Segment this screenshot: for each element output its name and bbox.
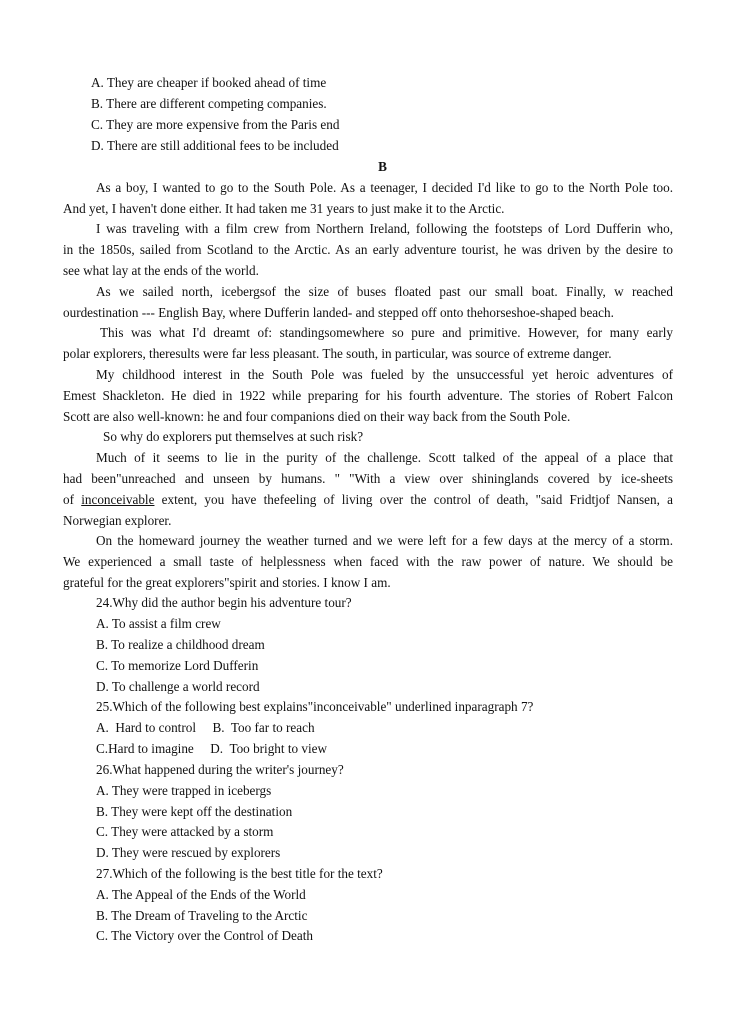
question-26-option-b: B. They were kept off the destination bbox=[96, 804, 293, 819]
passage-line: Emest Shackleton. He died in 1922 while preparing for his fourth adventure. The stories of Robert Falcon bbox=[63, 388, 673, 403]
passage-line: As we sailed north, icebergsof the size of buses floated past our small boat. Finally, w reached bbox=[96, 284, 673, 299]
passage-line: Norwegian explorer. bbox=[63, 513, 172, 528]
question-25-options-cd: C.Hard to imagine D. Too bright to view bbox=[96, 741, 328, 756]
question-25: 25.Which of the following best explains"inconceivable" underlined inparagraph 7? bbox=[96, 699, 534, 714]
prev-option-c: C. They are more expensive from the Paris end bbox=[91, 117, 340, 132]
question-27-option-c: C. The Victory over the Control of Death bbox=[96, 928, 314, 943]
question-24-option-b: B. To realize a childhood dream bbox=[96, 637, 265, 652]
question-26: 26.What happened during the writer's journey? bbox=[96, 762, 344, 777]
prev-option-b: B. There are different competing companies. bbox=[91, 96, 327, 111]
passage-line: had been"unreached and unseen by humans. " "With a view over shininglands covered by ice-sheets bbox=[63, 471, 673, 486]
passage-line: So why do explorers put themselves at such risk? bbox=[103, 429, 364, 444]
passage-line: Much of it seems to lie in the purity of the challenge. Scott talked of the appeal of a place that bbox=[96, 450, 673, 465]
prev-option-a: A. They are cheaper if booked ahead of time bbox=[91, 75, 327, 90]
passage-line: I was traveling with a film crew from Northern Ireland, following the footsteps of Lord Dufferin who, bbox=[96, 221, 673, 236]
passage-line: ourdestination --- English Bay, where Dufferin landed- and stepped off onto thehorseshoe-shaped beach. bbox=[63, 305, 614, 320]
passage-text: of bbox=[63, 492, 82, 507]
question-27-option-b: B. The Dream of Traveling to the Arctic bbox=[96, 908, 308, 923]
passage-line: This was what I'd dreamt of: standingsomewhere so pure and primitive. However, for many early bbox=[100, 325, 673, 340]
passage-line bbox=[63, 491, 673, 509]
passage-line: grateful for the great explorers"spirit and stories. I know I am. bbox=[63, 575, 391, 590]
passage-line: We experienced a small taste of helplessness when faced with the raw power of nature. We should be bbox=[63, 554, 673, 569]
question-27: 27.Which of the following is the best title for the text? bbox=[96, 866, 383, 881]
passage-line: Scott are also well-known: he and four companions died on their way back from the South Pole. bbox=[63, 409, 571, 424]
question-27-option-a: A. The Appeal of the Ends of the World bbox=[96, 887, 306, 902]
passage-line: My childhood interest in the South Pole was fueled by the unsuccessful yet heroic adventures of bbox=[96, 367, 673, 382]
question-24-option-d: D. To challenge a world record bbox=[96, 679, 260, 694]
question-26-option-c: C. They were attacked by a storm bbox=[96, 824, 274, 839]
question-24-option-c: C. To memorize Lord Dufferin bbox=[96, 658, 259, 673]
prev-option-d: D. There are still additional fees to be included bbox=[91, 138, 339, 153]
passage-line: in the 1850s, sailed from Scotland to the Arctic. As an early adventure tourist, he was driven by the desire to bbox=[63, 242, 673, 257]
question-24-option-a: A. To assist a film crew bbox=[96, 616, 221, 631]
question-25-options-ab: A. Hard to control B. Too far to reach bbox=[96, 720, 315, 735]
passage-line: polar explorers, theresults were far less pleasant. The south, in particular, was source of extreme danger. bbox=[63, 346, 612, 361]
question-26-option-d: D. They were rescued by explorers bbox=[96, 845, 281, 860]
question-24: 24.Why did the author begin his adventure tour? bbox=[96, 595, 352, 610]
passage-line: As a boy, I wanted to go to the South Pole. As a teenager, I decided I'd like to go to the North Pole too. bbox=[96, 180, 673, 195]
passage-text: extent, you have thefeeling of living over the control of death, "said Fridtjof Nansen, a bbox=[154, 492, 673, 507]
underlined-word: inconceivable bbox=[81, 492, 155, 507]
passage-line: see what lay at the ends of the world. bbox=[63, 263, 259, 278]
question-26-option-a: A. They were trapped in icebergs bbox=[96, 783, 272, 798]
passage-line: On the homeward journey the weather turned and we were left for a few days at the mercy of a storm. bbox=[96, 533, 673, 548]
passage-line: And yet, I haven't done either. It had taken me 31 years to just make it to the Arctic. bbox=[63, 201, 505, 216]
section-heading: B bbox=[378, 159, 387, 174]
